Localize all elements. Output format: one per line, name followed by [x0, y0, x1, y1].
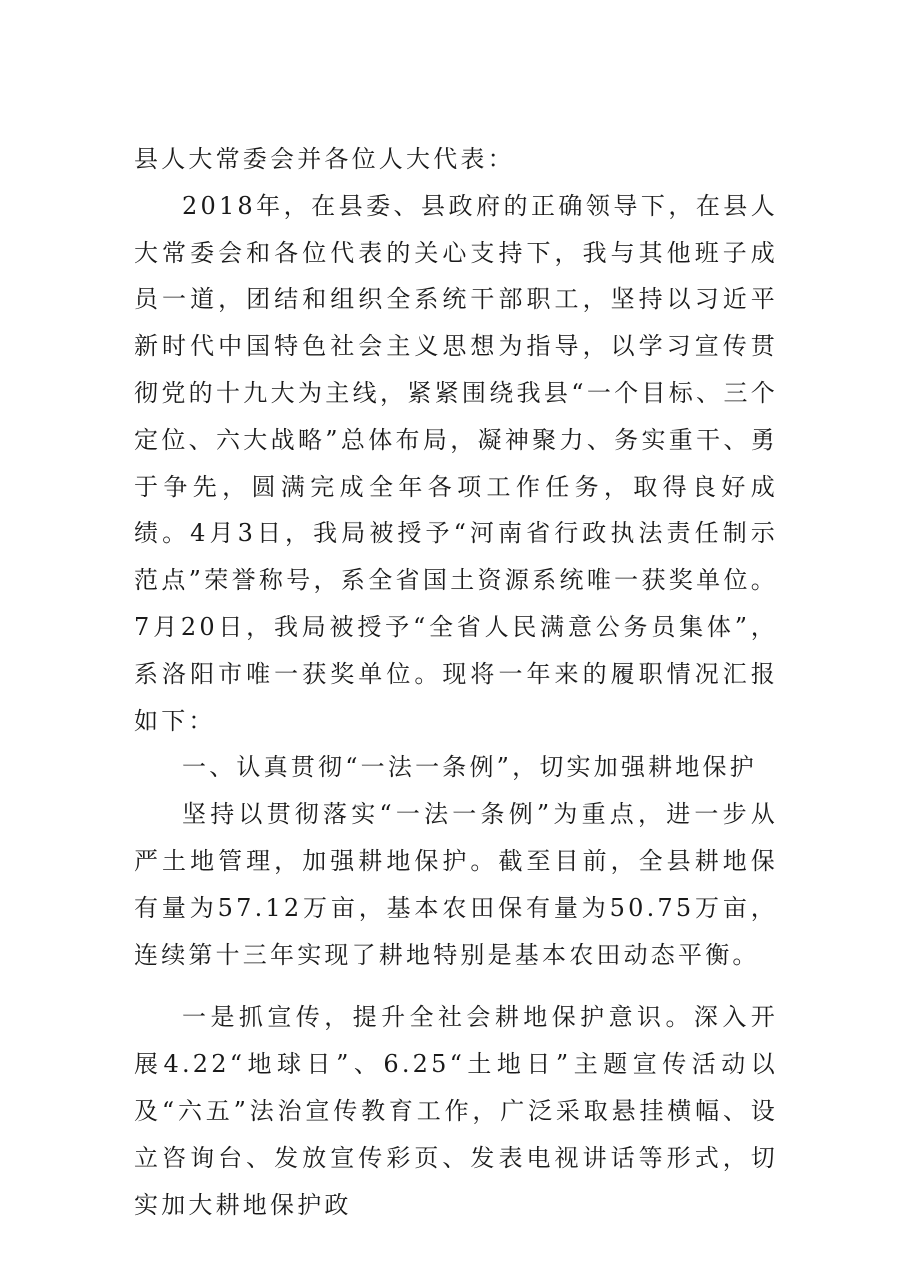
intro-paragraph: 2018年，在县委、县政府的正确领导下，在县人大常委会和各位代表的关心支持下，我与其他班子成员一道，团结和组织全系统干部职工，坚持以习近平新时代中国特色社会主义思想为指导，以学习宣传贯彻党的十九大为主线，紧紧围绕我县“一个目标、三个定位、六大战略”总体布局，凝神聚力、务实重干、勇于争先，圆满完成全年各项工作任务，取得良好成绩。4月3日，我局被授予“河南省行政执法责任制示范点”荣誉称号，系全省国土资源系统唯一获奖单位。7月20日，我局被授予“全省人民满意公务员集体”，系洛阳市唯一获奖单位。现将一年来的履职情况汇报如下：: [134, 191, 778, 735]
document-body: [134, 136, 778, 1228]
section-heading-1: 一、认真贯彻“一法一条例”，切实加强耕地保护: [182, 753, 757, 782]
section-1-point-1-paragraph: 一是抓宣传，提升全社会耕地保护意识。深入开展4.22“地球日”、6.25“土地日”主题宣传活动以及“六五”法治宣传教育工作，广泛采取悬挂横幅、设立咨询台、发放宣传彩页、发表电视讲话等形式，切实加大耕地保护政: [134, 1003, 778, 1219]
section-1-paragraph: 坚持以贯彻落实“一法一条例”为重点，进一步从严土地管理，加强耕地保护。截至目前，全县耕地保有量为57.12万亩，基本农田保有量为50.75万亩，连续第十三年实现了耕地特别是基本农田动态平衡。: [134, 800, 778, 969]
salutation: 县人大常委会并各位人大代表：: [134, 145, 515, 173]
